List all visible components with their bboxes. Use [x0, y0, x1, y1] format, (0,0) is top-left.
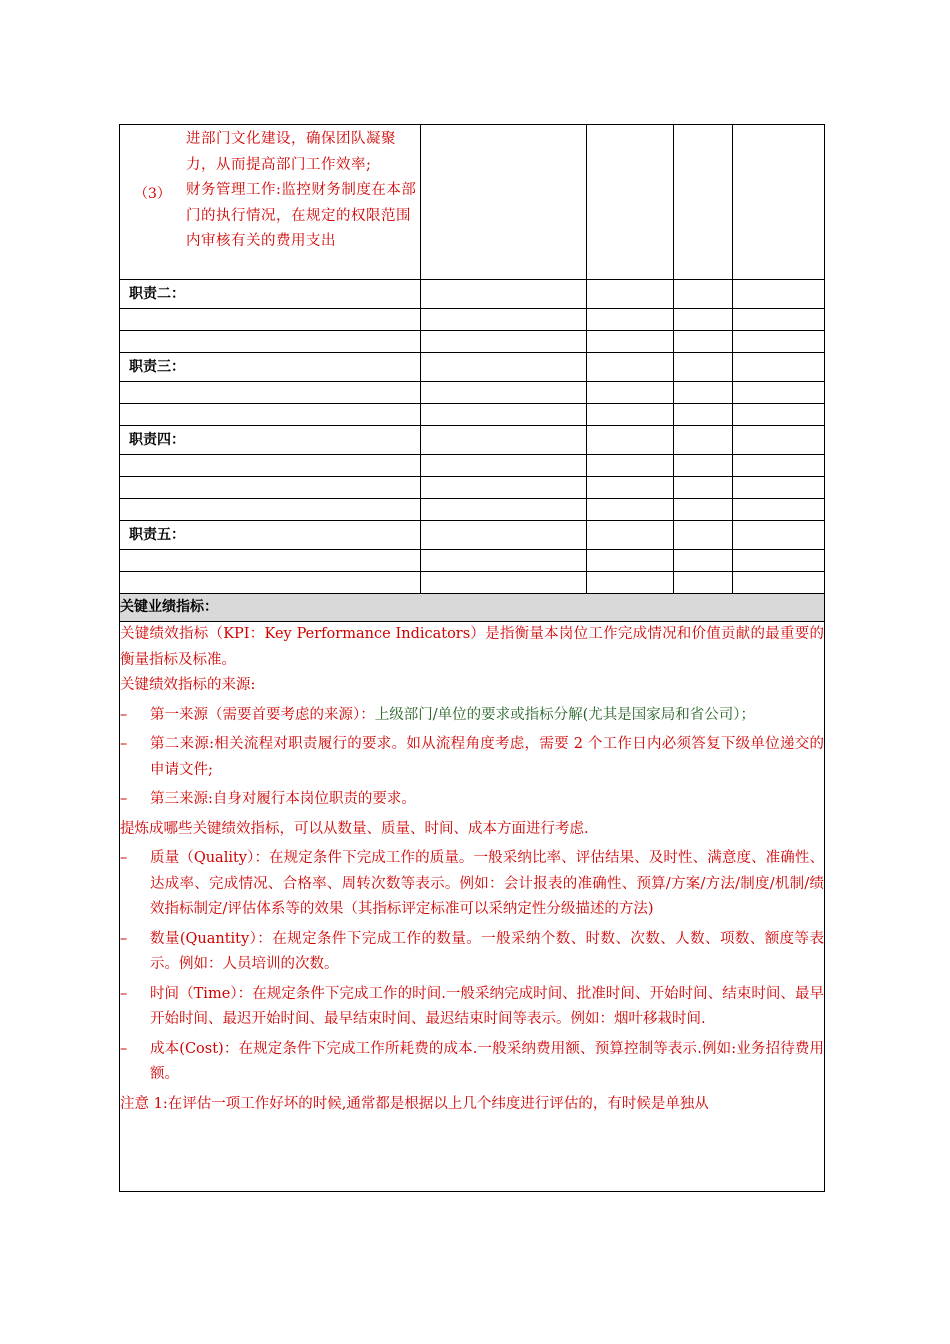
empty-cell[interactable]: [674, 404, 733, 426]
kpi-body-row: [120, 622, 825, 1192]
kpi-header: 关键业绩指标：: [120, 594, 825, 622]
blank-row: [120, 309, 825, 331]
empty-cell[interactable]: [587, 404, 674, 426]
kpi-source-2: [120, 732, 824, 783]
empty-cell[interactable]: [421, 331, 587, 353]
duty3-label-row: [120, 353, 825, 382]
empty-cell[interactable]: [674, 550, 733, 572]
kpi-note-1: 注意 1:在评估一项工作好坏的时候,通常都是根据以上几个纬度进行评估的，有时候是单独从: [120, 1095, 709, 1112]
empty-cell[interactable]: [733, 382, 825, 404]
empty-cell[interactable]: [421, 353, 587, 382]
kpi-cost: [120, 1037, 824, 1088]
empty-cell[interactable]: [733, 550, 825, 572]
empty-cell[interactable]: [674, 521, 733, 550]
empty-cell[interactable]: [421, 125, 587, 280]
empty-cell[interactable]: [587, 382, 674, 404]
empty-cell[interactable]: [120, 331, 421, 353]
empty-cell[interactable]: [421, 477, 587, 499]
dash-bullet: –: [120, 930, 128, 947]
empty-cell[interactable]: [733, 404, 825, 426]
duty1-continued-row: [120, 125, 825, 280]
empty-cell[interactable]: [733, 353, 825, 382]
empty-cell[interactable]: [120, 477, 421, 499]
empty-cell[interactable]: [674, 572, 733, 594]
empty-cell[interactable]: [674, 455, 733, 477]
empty-cell[interactable]: [733, 499, 825, 521]
empty-cell[interactable]: [120, 550, 421, 572]
empty-cell[interactable]: [421, 499, 587, 521]
quantity-text: 数量(Quantity）：在规定条件下完成工作的数量。一般采纳个数、时数、次数、人数、项数、额度等表示。例如：人员培训的次数。: [150, 930, 824, 972]
duty1-description-cell[interactable]: [120, 125, 421, 280]
duty-line-culture: 进部门文化建设，确保团队凝聚力，从而提高部门工作效率;: [186, 131, 396, 173]
empty-cell[interactable]: [421, 280, 587, 309]
blank-row: [120, 499, 825, 521]
empty-cell[interactable]: [733, 426, 825, 455]
duty4-label-row: [120, 426, 825, 455]
duty-line-finance: 财务管理工作:监控财务制度在本部门的执行情况，在规定的权限范围内审核有关的费用支出: [186, 182, 417, 249]
dash-bullet: –: [120, 985, 128, 1002]
empty-cell[interactable]: [674, 331, 733, 353]
kpi-source-1: [120, 703, 824, 729]
kpi-quality: [120, 846, 824, 923]
kpi-source-title: 关键绩效指标的来源:: [120, 677, 256, 693]
empty-cell[interactable]: [120, 499, 421, 521]
cost-text: 成本(Cost)：在规定条件下完成工作所耗费的成本.一般采纳费用额、预算控制等表示.例如:业务招待费用额。: [150, 1040, 824, 1082]
dash-bullet: –: [120, 1040, 128, 1057]
blank-row: [120, 572, 825, 594]
blank-row: [120, 477, 825, 499]
empty-cell[interactable]: [120, 309, 421, 331]
source2-text: 第二来源:相关流程对职责履行的要求。如从流程角度考虑，需要 2 个工作日内必须答复下级单位递交的申请文件;: [150, 736, 824, 778]
item-number: （3）: [134, 186, 171, 202]
kpi-intro: 关键绩效指标（KPI：Key Performance Indicators）是指衡量本岗位工作完成情况和价值贡献的最重要的衡量指标及标准。: [120, 626, 824, 668]
dash-bullet: –: [120, 736, 128, 752]
empty-cell[interactable]: [587, 331, 674, 353]
empty-cell[interactable]: [120, 572, 421, 594]
source1-detail: 上级部门/单位的要求或指标分解(尤其是国家局和省公司）；: [374, 706, 756, 723]
empty-cell[interactable]: [733, 521, 825, 550]
empty-cell[interactable]: [587, 550, 674, 572]
source3-text: 第三来源:自身对履行本岗位职责的要求。: [150, 791, 416, 807]
empty-cell[interactable]: [733, 455, 825, 477]
empty-cell[interactable]: [587, 280, 674, 309]
job-description-sheet: [119, 124, 824, 1192]
empty-cell[interactable]: [421, 404, 587, 426]
empty-cell[interactable]: [733, 280, 825, 309]
source1-label: 第一来源（需要首要考虑的来源）：: [150, 706, 375, 723]
empty-cell[interactable]: [674, 477, 733, 499]
kpi-guidance-cell: [120, 622, 825, 1192]
empty-cell[interactable]: [674, 125, 733, 280]
duty2-label: 职责二：: [120, 280, 421, 309]
empty-cell[interactable]: [587, 353, 674, 382]
empty-cell[interactable]: [733, 331, 825, 353]
time-text: 时间（Time）：在规定条件下完成工作的时间.一般采纳完成时间、批准时间、开始时间、结束时间、最早开始时间、最迟开始时间、最早结束时间、最迟结束时间等表示。例如：烟叶移栽时间.: [150, 985, 824, 1027]
kpi-header-row: [120, 594, 825, 622]
empty-cell[interactable]: [674, 426, 733, 455]
empty-cell[interactable]: [587, 572, 674, 594]
empty-cell[interactable]: [674, 309, 733, 331]
empty-cell[interactable]: [674, 280, 733, 309]
duty3-label: 职责三：: [120, 353, 421, 382]
duty-description-text: [186, 127, 418, 255]
quality-text: 质量（Quality）：在规定条件下完成工作的质量。一般采纳比率、评估结果、及时性、满意度、准确性、达成率、完成情况、合格率、周转次数等表示。例如：会计报表的准确性、预算/方案/方法/制度/机制/绩效指标制定/评估体系等的效果（其指标评定标准可以采纳定性分级描述的方法): [150, 850, 824, 917]
blank-row: [120, 404, 825, 426]
duty4-label: 职责四：: [120, 426, 421, 455]
kpi-quantity: [120, 927, 824, 978]
dash-bullet: –: [120, 850, 128, 866]
empty-cell[interactable]: [674, 382, 733, 404]
empty-cell[interactable]: [421, 455, 587, 477]
empty-cell[interactable]: [421, 572, 587, 594]
empty-cell[interactable]: [733, 125, 825, 280]
duty5-label-row: [120, 521, 825, 550]
blank-row: [120, 382, 825, 404]
empty-cell[interactable]: [421, 521, 587, 550]
duty2-label-row: [120, 280, 825, 309]
empty-cell[interactable]: [587, 455, 674, 477]
empty-cell[interactable]: [421, 309, 587, 331]
empty-cell[interactable]: [733, 309, 825, 331]
kpi-time: [120, 982, 824, 1033]
blank-row: [120, 331, 825, 353]
dash-bullet: –: [120, 706, 128, 723]
empty-cell[interactable]: [421, 550, 587, 572]
empty-cell[interactable]: [120, 404, 421, 426]
empty-cell[interactable]: [587, 426, 674, 455]
empty-cell[interactable]: [587, 477, 674, 499]
empty-cell[interactable]: [421, 382, 587, 404]
empty-cell[interactable]: [587, 499, 674, 521]
empty-cell[interactable]: [674, 353, 733, 382]
kpi-dimension-title: 提炼成哪些关键绩效指标，可以从数量、质量、时间、成本方面进行考虑.: [120, 820, 589, 837]
empty-cell[interactable]: [120, 455, 421, 477]
empty-cell[interactable]: [733, 477, 825, 499]
empty-cell[interactable]: [120, 382, 421, 404]
dash-bullet: –: [120, 791, 128, 807]
empty-cell[interactable]: [587, 521, 674, 550]
empty-cell[interactable]: [587, 125, 674, 280]
blank-row: [120, 455, 825, 477]
duty-table: [119, 124, 825, 1192]
kpi-source-3: [120, 787, 824, 813]
empty-cell[interactable]: [674, 499, 733, 521]
empty-cell[interactable]: [421, 426, 587, 455]
blank-row: [120, 550, 825, 572]
empty-cell[interactable]: [733, 572, 825, 594]
duty5-label: 职责五：: [120, 521, 421, 550]
empty-cell[interactable]: [587, 309, 674, 331]
